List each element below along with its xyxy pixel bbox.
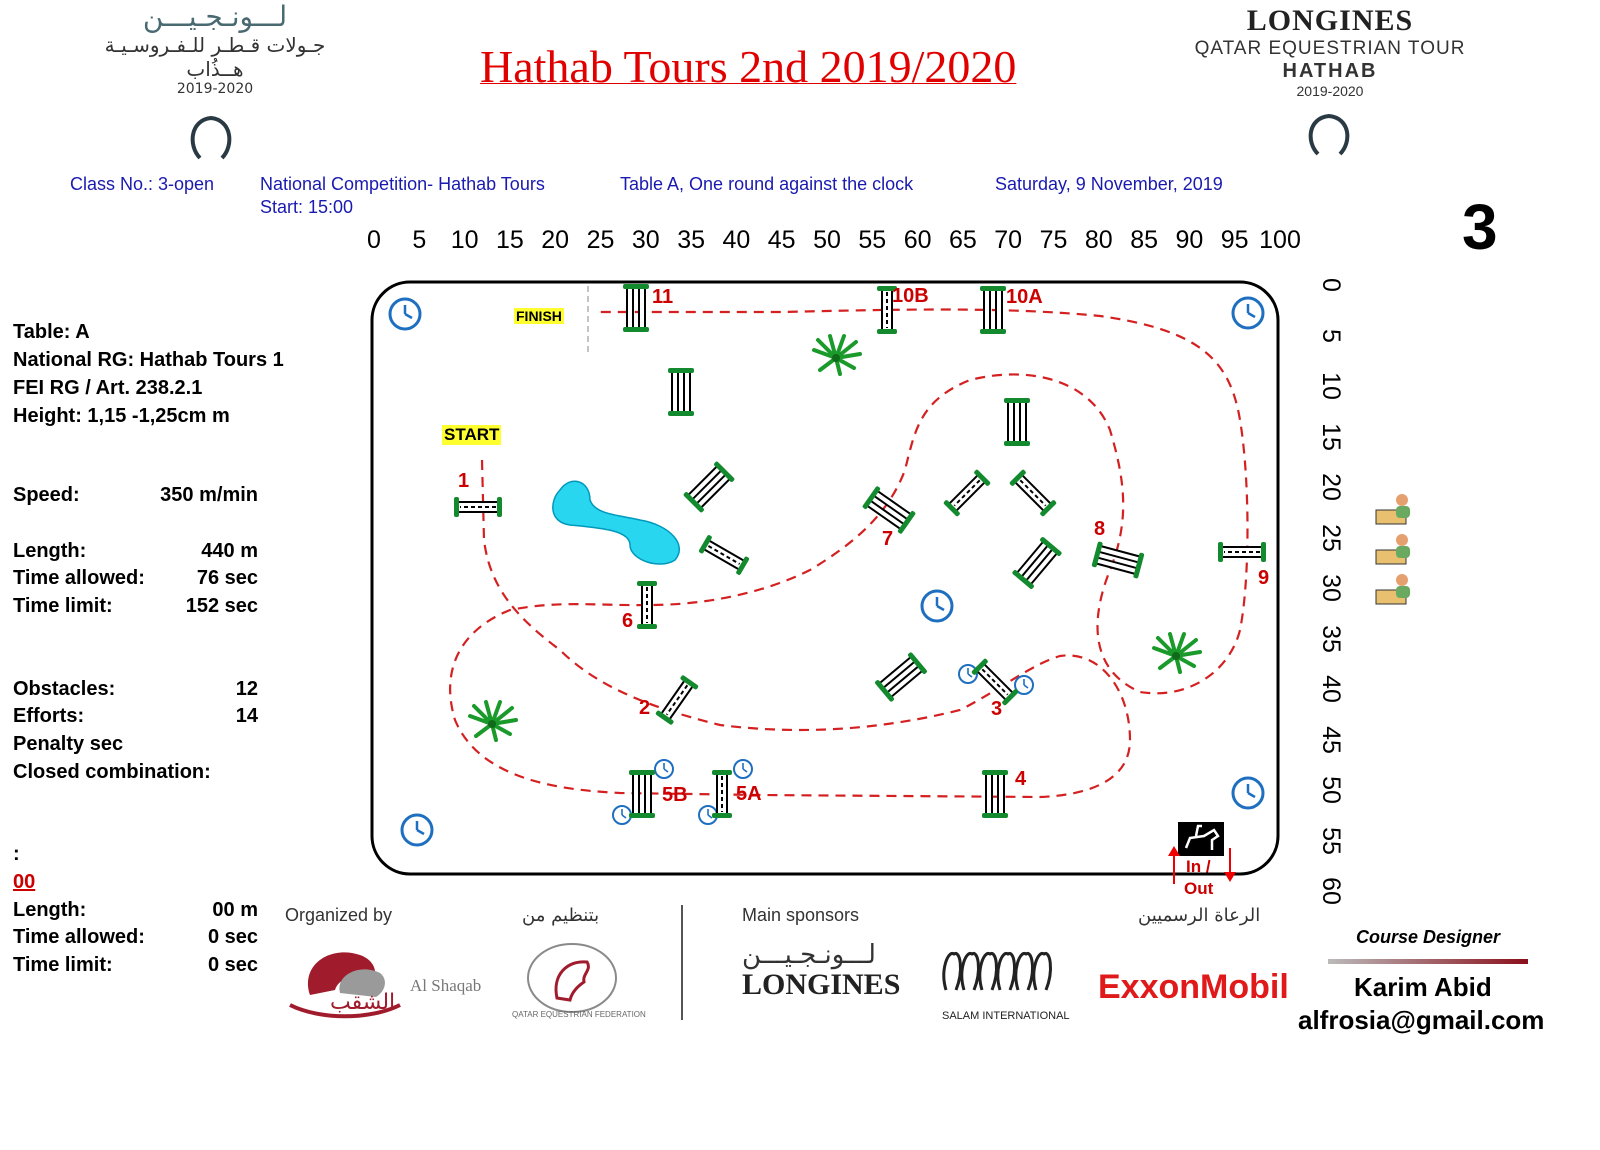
plant-icon [1154,634,1200,672]
fence-2 [655,675,699,726]
unnumbered-fence [943,469,991,517]
clock-icon [1233,778,1263,808]
fence-number-2: 2 [639,697,651,719]
salam-name: SALAM INTERNATIONAL [942,1010,1070,1022]
scale-y-label: 25 [1317,523,1345,552]
longines-sponsor: LONGINES [742,968,901,1001]
jumpoff-colon: : [13,843,20,865]
jo-time-allowed-value: 0 sec [207,926,258,948]
main-sponsors-arabic: الرعاة الرسميين [1138,905,1261,926]
longines-arabic: لـــونـجـيـــن [742,940,876,970]
scale-x-label: 40 [722,226,751,254]
scale-x-label: 60 [903,226,932,254]
length-label: Length: [13,540,87,562]
judge-icon [1376,534,1410,564]
scale-y-label: 55 [1317,826,1345,855]
jo-time-limit-value: 0 sec [207,954,258,976]
scale-x-label: 45 [767,226,796,254]
scale-x-label: 90 [1175,226,1204,254]
fence-number-5a: 5A [736,783,762,805]
page-title: Hathab Tours 2nd 2019/2020 [480,41,1017,92]
scale-x-label: 95 [1220,226,1249,254]
scale-x-label: 10 [450,226,479,254]
fence-number-10a: 10A [1006,286,1043,308]
time-limit-label: Time limit: [13,595,113,617]
scale-x-label: 50 [813,226,841,254]
unnumbered-fence [874,652,927,703]
unnumbered-fence [683,461,735,513]
fence-number-9: 9 [1258,567,1270,589]
length-value: 440 m [201,540,258,562]
penalty-label: Penalty sec [13,733,124,755]
water-obstacle [553,481,679,564]
unnumbered-fence [668,368,694,416]
scale-x-label: 100 [1259,226,1301,254]
logo-left-line3: هــذُاب [186,57,244,81]
fence-number-10b: 10B [892,285,929,307]
plant-icon [470,702,516,740]
scale-x-label: 20 [541,226,570,254]
jo-length-value: 00 m [212,899,258,921]
logo-left-year: 2019-2020 [176,81,254,97]
clock-icon [922,591,952,621]
scale-y-label: 0 [1317,278,1345,292]
fence-5b [629,770,655,818]
scale-x-label: 15 [495,226,524,254]
time-allowed-value: 76 sec [196,567,258,589]
scale-y-label: 10 [1317,372,1345,400]
clock-icon [1233,298,1263,328]
logo-right-year: 2019-2020 [1296,83,1364,99]
scale-y-label: 35 [1317,624,1345,653]
fence-number-7: 7 [882,528,894,550]
jumpoff-id: 00 [13,871,36,893]
fence-1 [454,497,502,517]
scale-y-label: 5 [1317,328,1345,343]
unnumbered-fence [1004,398,1030,446]
scale-y-label: 20 [1317,473,1345,501]
scale-y-label: 15 [1317,422,1345,451]
fence-number-11: 11 [652,286,674,308]
speed-value: 350 m/min [160,484,258,506]
fence-11 [623,284,649,332]
out-label: Out [1184,879,1214,898]
scale-x-label: 80 [1084,226,1113,254]
clock-icon [734,760,752,778]
logo-right-event: HATHAB [1282,60,1378,82]
obstacles-label: Obstacles: [13,678,116,700]
scale-y-label: 30 [1317,574,1345,602]
jo-length-label: Length: [13,899,87,921]
start-label: START [444,425,500,444]
obstacles-value: 12 [235,678,258,700]
organized-by-arabic: بتنظيم من [522,905,600,926]
speed-label: Speed: [13,484,80,506]
logo-right-brand: LONGINES [1246,4,1414,37]
designer-email: alfrosia@gmail.com [1298,1005,1545,1035]
scale-x-label: 55 [858,226,887,254]
course-designer-label: Course Designer [1356,927,1501,947]
clock-icon [655,760,673,778]
scale-y-label: 50 [1317,776,1345,804]
height: Height: 1,15 -1,25cm m [13,405,230,427]
plant-icon [814,336,860,374]
fei-rg: FEI RG / Art. 238.2.1 [13,377,203,399]
judge-icon [1376,574,1410,604]
scale-x-label: 25 [586,226,615,254]
fence-number-6: 6 [622,610,634,632]
class-number: Class No.: 3-open [70,174,215,194]
logo-left-line1: لـــونـجـيـــن [142,0,288,33]
designer-divider [1328,959,1528,964]
jo-time-allowed-label: Time allowed: [13,926,145,948]
national-rg: National RG: Hathab Tours 1 [13,349,284,371]
fence-9 [1218,542,1266,562]
main-sponsors-label: Main sponsors [742,905,860,925]
logo-right-tour: QATAR EQUESTRIAN TOUR [1194,38,1466,59]
exxonmobil-logo: ExxonMobil [1098,968,1289,1006]
unnumbered-fence [698,534,750,575]
fence-number-3: 3 [991,698,1003,720]
page-number: 3 [1462,191,1498,263]
jo-time-limit-label: Time limit: [13,954,113,976]
logo-left-line2: جـولات قـطـر للـفـروسـيـة [104,33,326,57]
fence-number-1: 1 [458,470,470,492]
table-type: Table: A [13,321,90,343]
fence-number-5b: 5B [662,784,688,806]
unnumbered-fence [1009,469,1057,517]
scale-x-label: 30 [631,226,660,254]
fence-4 [982,770,1008,818]
clock-icon [390,299,420,329]
clock-icon [402,815,432,845]
judge-icon [1376,494,1410,524]
scale-x-label: 70 [994,226,1023,254]
scale-x-label: 65 [948,226,977,254]
competition-name: National Competition- Hathab Tours [260,174,545,194]
federation-logo-icon [512,930,632,1020]
al-shaqab-name: Al Shaqab [410,976,482,995]
unnumbered-fence [1012,536,1063,589]
designer-name: Karim Abid [1354,972,1492,1002]
scale-x-label: 75 [1039,226,1068,254]
organized-by-label: Organized by [285,905,393,925]
fence-number-4: 4 [1015,768,1027,790]
al-shaqab-arabic: الشقب [330,990,396,1015]
time-allowed-label: Time allowed: [13,567,145,589]
efforts-label: Efforts: [13,705,85,727]
federation-name: QATAR EQUESTRIAN FEDERATION [512,1010,646,1019]
efforts-value: 14 [235,705,258,727]
scale-x-label: 35 [677,226,705,254]
time-limit-value: 152 sec [185,595,258,617]
clock-icon [613,806,631,824]
footer-divider [681,905,683,1020]
event-date: Saturday, 9 November, 2019 [995,174,1223,194]
start-time: Start: 15:00 [260,197,354,217]
scale-y-label: 60 [1317,877,1345,905]
finish-label: FINISH [516,308,562,324]
closed-combination-label: Closed combination: [13,761,211,783]
arena-boundary [372,282,1278,874]
scale-x-label: 85 [1130,226,1158,254]
table-description: Table A, One round against the clock [620,174,914,194]
scale-y-label: 45 [1317,725,1345,754]
scale-x-label: 5 [412,226,427,254]
in-label: In / [1186,857,1211,876]
scale-x-label: 0 [367,226,381,254]
scale-y-label: 40 [1317,675,1345,703]
fence-number-8: 8 [1094,518,1106,540]
salam-logo-icon [940,940,1070,1000]
